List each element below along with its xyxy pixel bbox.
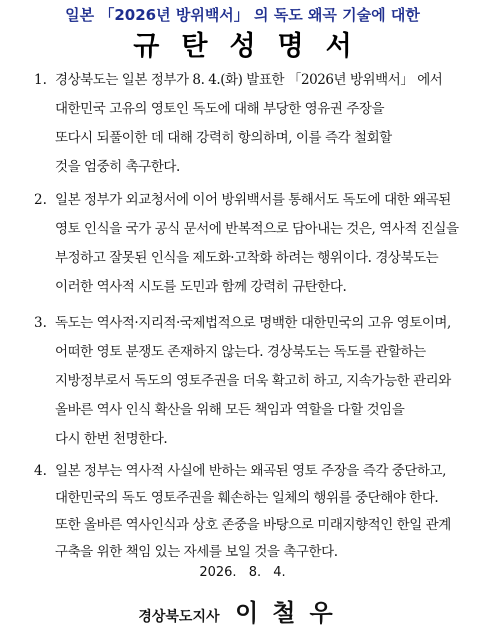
paragraph-line: 또다시 되풀이한 데 대해 강력히 항의하며, 이를 즉각 철회할 bbox=[55, 130, 392, 146]
paragraph-2 bbox=[34, 186, 459, 302]
paragraph-line: 독도는 역사적·지리적·국제법적으로 명백한 대한민국의 고유 영토이며, bbox=[55, 315, 451, 331]
document-subtitle: 일본 「2026년 방위백서」 의 독도 왜곡 기술에 대한 bbox=[65, 6, 420, 24]
paragraph-line: 이러한 역사적 시도를 도민과 함께 강력히 규탄한다. bbox=[55, 279, 347, 295]
paragraph-line: 부정하고 잘못된 인식을 제도화·고착화 하려는 행위이다. 경상북도는 bbox=[55, 250, 439, 266]
paragraph-line: 올바른 역사 인식 확산을 위해 모든 책임과 역할을 다할 것임을 bbox=[55, 402, 405, 418]
paragraph-line: 일본 정부는 역사적 사실에 반하는 왜곡된 영토 주장을 즉각 중단하고, bbox=[55, 463, 446, 479]
paragraph-line: 지방정부로서 독도의 영토주권을 더욱 확고히 하고, 지속가능한 관리와 bbox=[55, 373, 451, 389]
paragraph-line: 대한민국의 독도 영토주권을 훼손하는 일체의 행위를 중단해야 한다. bbox=[55, 490, 439, 506]
signer-title: 경상북도지사 bbox=[138, 609, 220, 625]
paragraph-number: 1. bbox=[34, 72, 47, 88]
paragraph-4 bbox=[34, 458, 454, 566]
document-title: 규탄성명서 bbox=[133, 31, 374, 62]
paragraph-number: 3. bbox=[34, 315, 47, 331]
paragraph-line: 대한민국 고유의 영토인 독도에 대해 부당한 영유권 주장을 bbox=[55, 101, 385, 117]
paragraph-line: 어떠한 영토 분쟁도 존재하지 않는다. 경상북도는 독도를 관할하는 bbox=[55, 344, 426, 360]
paragraph-3 bbox=[34, 309, 454, 454]
paragraph-line: 일본 정부가 외교청서에 이어 방위백서를 통해서도 독도에 대한 왜곡된 bbox=[55, 192, 451, 208]
document-date: 2026. 8. 4. bbox=[199, 565, 286, 580]
paragraph-line: 다시 한번 천명한다. bbox=[55, 431, 168, 447]
paragraph-line: 영토 인식을 국가 공식 문서에 반복적으로 담아내는 것은, 역사적 진실을 bbox=[55, 221, 459, 237]
signer-name: 이철우 bbox=[235, 599, 347, 627]
paragraph-line: 경상북도는 일본 정부가 8. 4.(화) 발표한 「2026년 방위백서」 에서 bbox=[55, 72, 443, 88]
signature-block bbox=[0, 593, 485, 628]
paragraph-number: 4. bbox=[34, 463, 47, 479]
paragraph-line: 또한 올바른 역사인식과 상호 존중을 바탕으로 미래지향적인 한일 관계 bbox=[55, 517, 451, 533]
paragraph-1 bbox=[34, 66, 454, 182]
paragraph-line: 것을 엄중히 촉구한다. bbox=[55, 159, 180, 175]
paragraph-number: 2. bbox=[34, 192, 47, 208]
paragraph-line: 구축을 위한 책임 있는 자세를 보일 것을 촉구한다. bbox=[55, 544, 338, 560]
